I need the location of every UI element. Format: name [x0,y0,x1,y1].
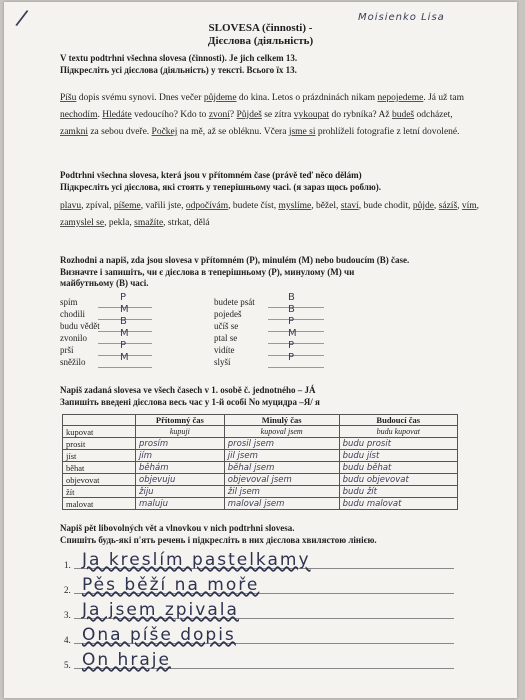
sentence-line [64,575,454,595]
column-header: Minulý čas [224,415,339,426]
text-segment: , pekla, [104,218,135,228]
exercise2-instr-cs: Podtrhni všechna slovesa, která jsou v přítomném čase (právě teď něco dělám) [60,170,362,180]
underlined-verb: Půjdeš [236,110,262,120]
handwritten-sentence: Pěs běží na moře [82,575,260,595]
tense-cell [136,498,225,510]
tense-cell [339,426,457,438]
underlined-verb: Hledáte [102,110,132,120]
tense-classification-list [60,292,480,368]
left-verb: chodili [60,309,85,319]
worksheet-title [4,22,517,48]
exercise3-instructions [60,255,480,290]
handwritten-answer: prosil jsem [227,439,275,449]
underlined-verb: budeš [391,110,415,120]
handwritten-answer: žiju [139,487,154,497]
underlined-verb: píšeme [113,201,141,211]
right-verb: pojedeš [214,309,242,319]
handwritten-answer: jím [139,451,153,461]
right-answer: P [288,340,295,351]
exercise4-instr-cs: Napiš zadaná slovesa ve všech časech v 1. osobě č. jednotného – JÁ [60,385,316,395]
tense-cell [339,486,457,498]
handwritten-answer: maluju [139,499,168,509]
handwritten-answer: budu malovat [342,499,402,509]
text-segment: za sebou dveře. [87,127,152,137]
tense-cell [224,486,339,498]
exercise1-instructions [60,53,480,76]
tense-cell [224,474,339,486]
exercise3-instr-uk: Визначте і запишіть, чи є дієслова в теперішньому (P), минулому (M) чи [60,266,355,277]
tense-cell [136,474,225,486]
table-corner [63,415,136,426]
text-segment: , vařili jste, [140,201,186,211]
exercise4-instr-uk: Запишіть введені дієслова весь час у 1-й особі No муцидра –Я/ я [60,396,320,407]
text-segment: vedoucího? Kdo to [131,110,209,120]
underlined-verb: myslíme [278,201,312,211]
handwritten-answer: prosím [139,439,169,449]
verb-cell: malovat [63,498,136,510]
table-row [63,450,458,462]
handwritten-answer: budu objevovat [342,475,409,485]
left-verb: prší [60,345,74,355]
tense-cell [136,486,225,498]
right-verb: vidíte [214,345,235,355]
handwritten-answer: budu jíst [342,451,380,461]
underlined-verb: plavu [60,201,82,211]
sentence-number: 4. [64,635,71,645]
example-answer: kupoval jsem [260,427,303,436]
exercise4-instructions [60,385,480,408]
text-segment: ? [229,110,237,120]
right-answer-line [268,352,324,369]
tense-cell [339,462,457,474]
text-segment: odcházet, [414,110,453,120]
handwritten-answer: běhám [139,463,169,473]
tense-cell [339,474,457,486]
sentence-number: 2. [64,585,71,595]
right-answer: P [288,316,295,327]
exercise2-instructions [60,170,480,193]
text-segment: , zpíval, [81,201,114,211]
conjugation-table [62,414,458,510]
sentence-number: 3. [64,610,71,620]
table-row [63,438,458,450]
exercise1-text [60,90,480,141]
tense-cell [224,438,339,450]
answer-rule [268,367,324,368]
underlined-verb: odpočívám [185,201,229,211]
left-answer: P [120,340,127,351]
underlined-verb: sázíš [438,201,458,211]
handwritten-answer: běhal jsem [227,463,275,473]
underlined-verb: zamyslel se [60,218,105,228]
tense-cell [224,450,339,462]
example-answer: kupuji [169,427,190,436]
verb-cell: běhat [63,462,136,474]
sentence-number: 1. [64,560,71,570]
sentence-line [64,550,454,570]
right-answer: B [288,304,295,315]
left-verb: sněžilo [60,357,86,367]
verb-cell: kupovat [63,426,136,438]
right-verb: budete psát [214,297,255,307]
text-segment: , [433,201,439,211]
verb-cell: žít [63,486,136,498]
tense-cell [224,462,339,474]
tense-cell [224,498,339,510]
tense-cell [224,426,339,438]
student-name: Moisienko Lisa [358,12,445,23]
underlined-verb: půjde [412,201,434,211]
text-segment: , strkat, dělá [163,218,210,228]
exercise3-instr-cs: Rozhodni a napiš, zda jsou slovesa v přítomném (P), minulém (M) nebo budoucím (B) čase. [60,255,410,265]
table-row [63,498,458,510]
sentence-number: 5. [64,660,71,670]
handwritten-sentence: On hraje [82,650,171,670]
answer-rule [98,367,152,368]
handwritten-sentence: Ja kreslím pastelkamy [82,550,311,570]
tense-cell [339,450,457,462]
right-answer: P [288,352,295,363]
table-row [63,486,458,498]
handwritten-answer: maloval jsem [227,499,285,509]
column-header: Budoucí čas [339,415,457,426]
verb-cell: objevovat [63,474,136,486]
exercise1-instr-cs: V textu podtrhni všechna slovesa (činnosti). Je jich celkem 13. [60,53,298,63]
left-answer: M [120,304,129,315]
handwritten-answer: jil jsem [227,451,258,461]
table-row [63,462,458,474]
underlined-verb: nepojedeme [377,93,424,103]
text-segment: , běžel, [311,201,341,211]
table-header-row [63,415,458,426]
tense-cell [136,462,225,474]
handwritten-answer: budu běhat [342,463,392,473]
underlined-verb: zvoní [208,110,230,120]
underlined-verb: nechodím [60,110,98,120]
text-segment: , budete číst, [228,201,279,211]
underlined-verb: Píšu [60,93,77,103]
worksheet-page [4,2,517,698]
exercise5-instructions [60,523,480,546]
right-verb: ptal se [214,333,238,343]
right-verb: slyší [214,357,231,367]
underlined-verb: půjdeme [203,93,237,103]
underlined-verb: zamkni [60,127,88,137]
left-answer: M [120,352,129,363]
text-segment: . [97,110,103,120]
right-answer: B [288,292,295,303]
underlined-verb: Počkej [151,127,178,137]
text-segment: na mě, až se obléknu. Včera [177,127,289,137]
tense-cell [339,438,457,450]
verb-cell: jíst [63,450,136,462]
left-verb: spím [60,297,78,307]
sentence-line [64,650,454,670]
underlined-verb: vykoupat [293,110,330,120]
column-header: Přítomný čas [136,415,225,426]
title-czech: SLOVESA (činnosti) - [208,22,313,34]
handwritten-answer: budu žít [342,487,377,497]
title-ukrainian: Дієслова (діяльність) [207,35,314,47]
right-verb: učíš se [214,321,239,331]
text-segment: do kina. Letos o prázdninách nikam [236,93,378,103]
text-segment: . Já už tam [423,93,464,103]
text-segment: do rybníka? Až [329,110,392,120]
exercise5-instr-uk: Спишіть будь-які п'ять речень і підкресліть в них дієслова хвилястою лінією. [60,534,377,545]
tense-cell [136,450,225,462]
underlined-verb: staví [340,201,359,211]
left-answer: P [120,292,127,303]
text-segment: se zítra [261,110,294,120]
handwritten-answer: budu prosit [342,439,392,449]
text-segment: , bude chodit, [358,201,413,211]
table-row [63,426,458,438]
tense-cell [136,426,225,438]
underlined-verb: smažíte [134,218,164,228]
left-answer: M [120,328,129,339]
sentence-line [64,625,454,645]
exercise5-instr-cs: Napiš pět libovolných vět a vlnovkou v nich podtrhni slovesa. [60,523,295,533]
underlined-verb: vím [461,201,477,211]
left-verb: zvonilo [60,333,87,343]
table-row [63,474,458,486]
handwritten-answer: žil jsem [227,487,260,497]
text-segment: , [476,201,480,211]
left-answer-line [98,352,152,369]
exercise1-instr-uk: Підкресліть усі дієслова (діяльність) у тексті. Всього їх 13. [60,64,297,75]
handwritten-answer: objevuju [139,475,176,485]
exercise3-instr-uk-2: майбутньому (B) часі. [60,278,149,288]
tense-cell [136,438,225,450]
pen-mark: / [13,5,30,32]
text-segment: , [457,201,462,211]
exercise2-text [60,198,480,232]
handwritten-sentence: Ja jsem zpivala [82,600,239,620]
example-answer: budu kupovat [376,427,420,436]
right-answer: M [288,328,297,339]
underlined-verb: jsme si [288,127,316,137]
sentence-line [64,600,454,620]
handwritten-sentence: Ona píše dopis [82,625,236,645]
exercise2-instr-uk: Підкресліть усі дієслова, які стоять у теперішньому часі. (я зараз щось роблю). [60,181,381,192]
left-verb: budu vědět [60,321,100,331]
handwritten-answer: objevoval jsem [227,475,292,485]
text-segment: prohlíželi fotografie z letní dovolené. [315,127,460,137]
verb-cell: prosit [63,438,136,450]
left-answer: B [120,316,127,327]
tense-cell [339,498,457,510]
text-segment: dopis svému synovi. Dnes večer [76,93,204,103]
